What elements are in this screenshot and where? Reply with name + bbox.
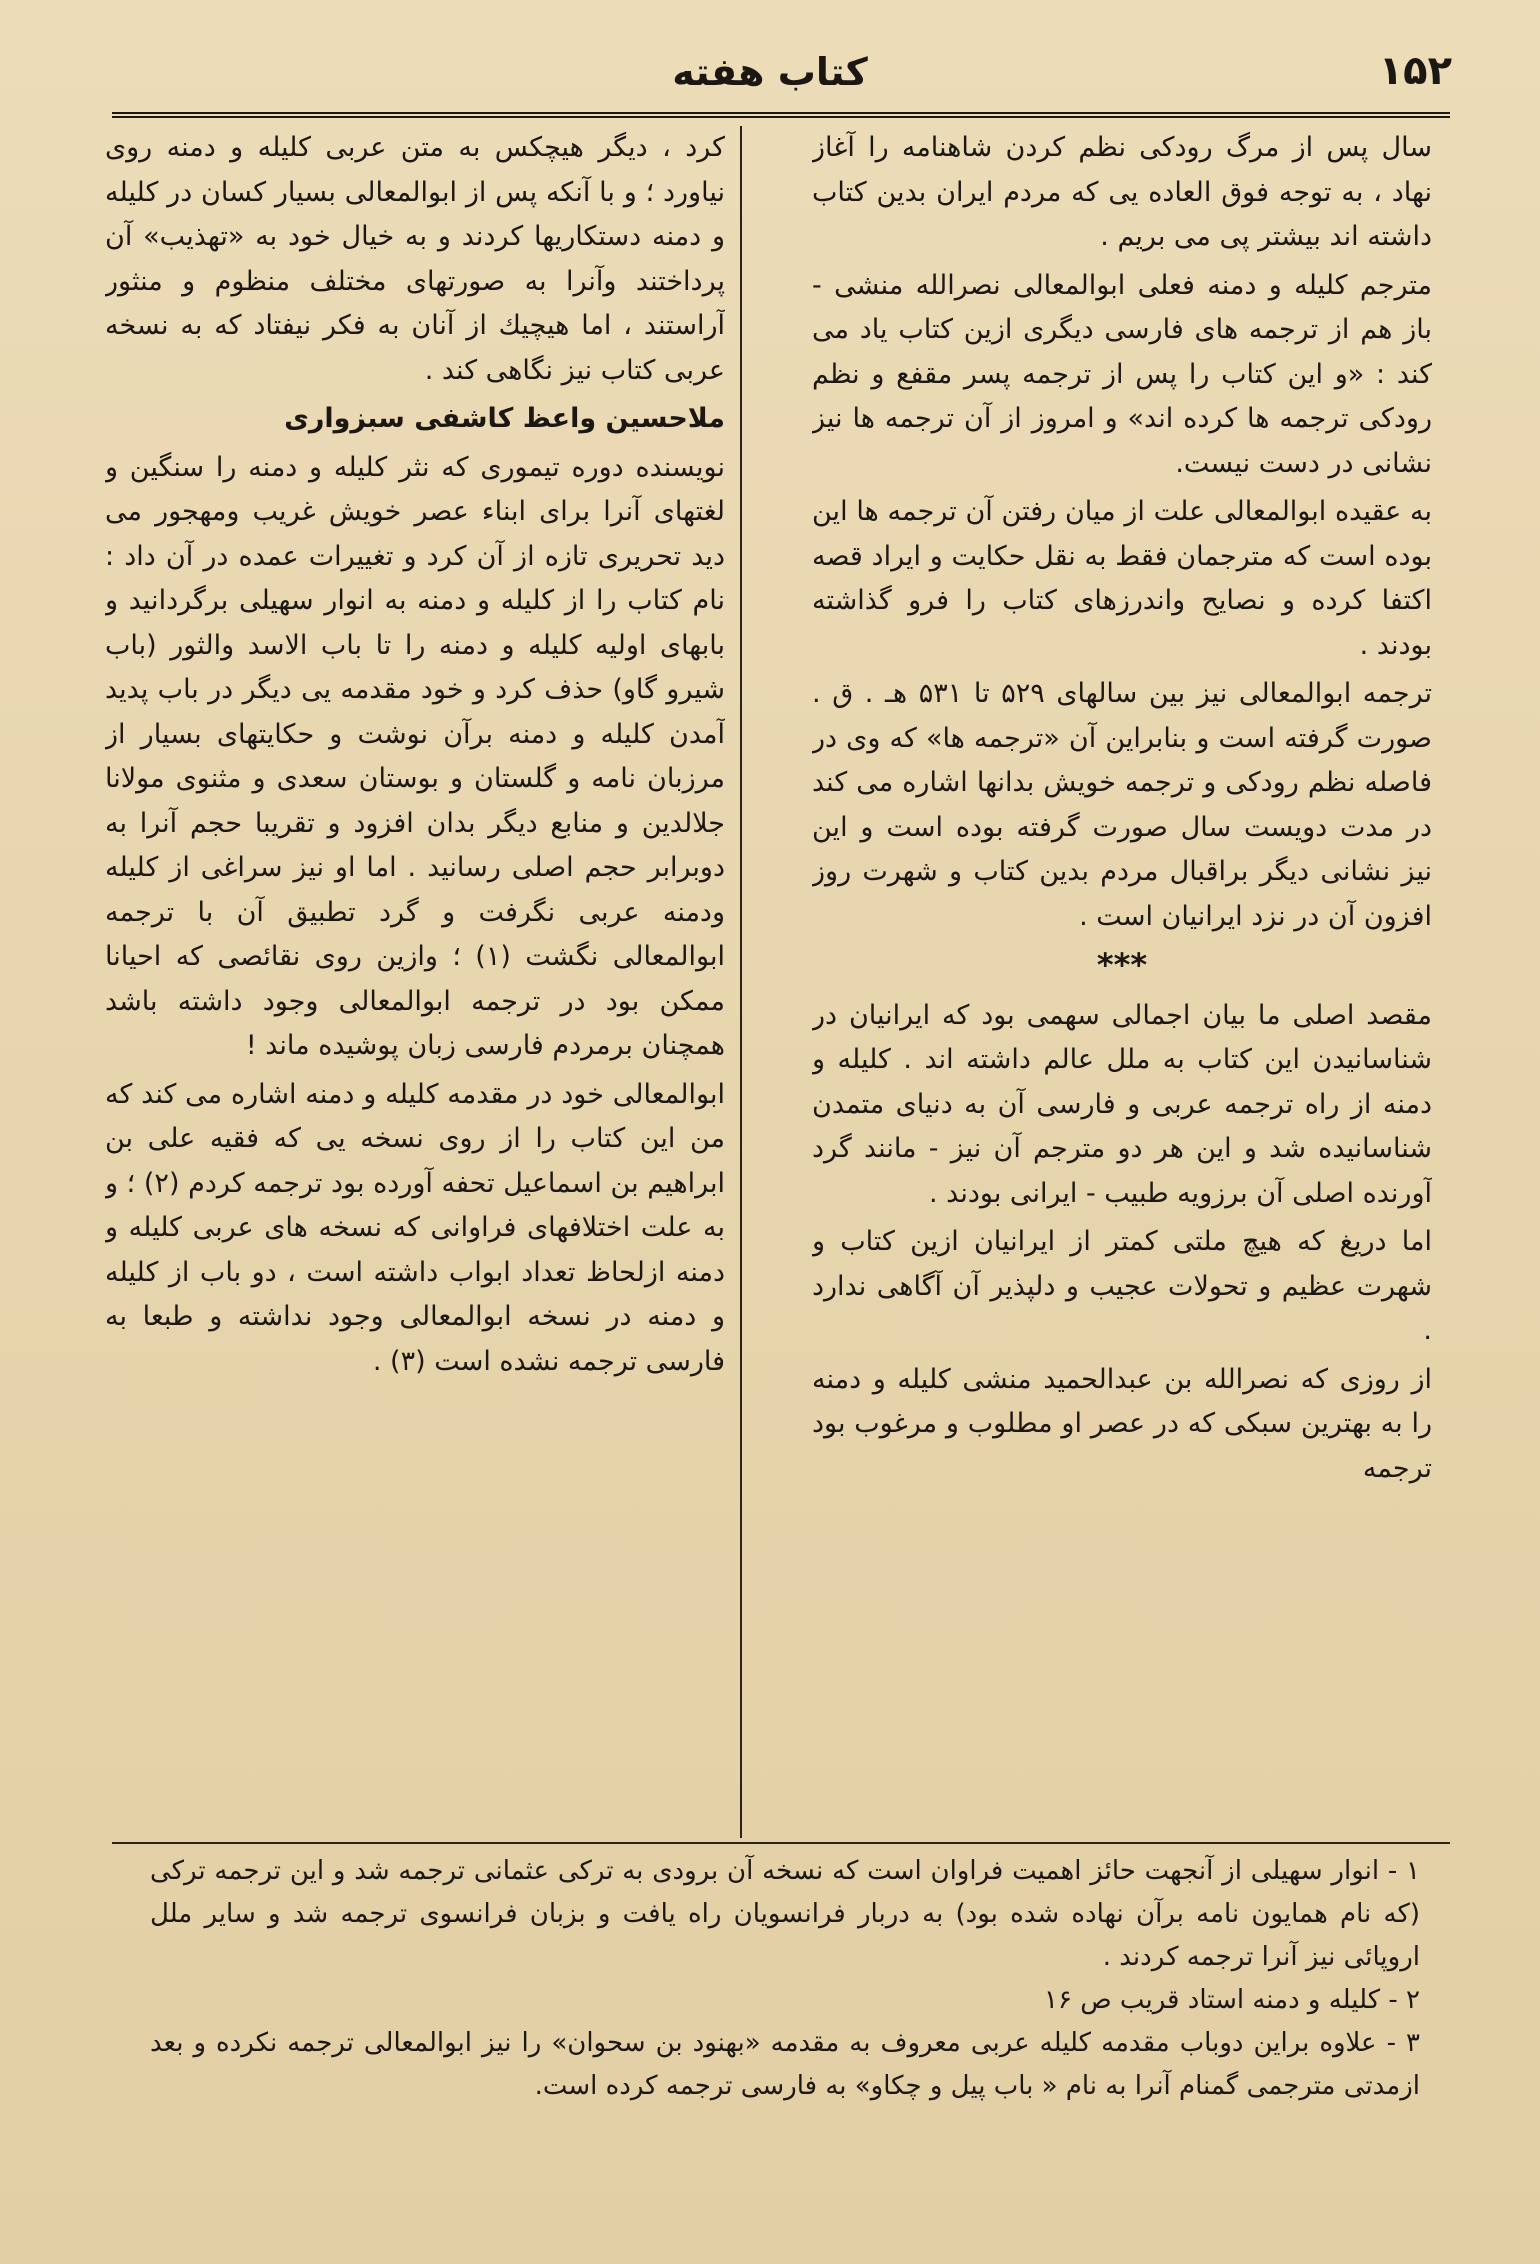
paragraph: مقصد اصلی ما بیان اجمالی سهمی بود که ایرانیان در شناسانیدن این کتاب به ملل عالم داشته اند . کلیله و دمنه از راه ترجمه عربی و فارسی آن به دنیای متمدن شناسانیده شد و این هر دو مترجم آن نیز - مانند گرد آورنده اصلی آن برزویه طبیب - ایرانی بودند . <box>812 999 1432 1209</box>
section-separator: *** <box>1096 946 1148 984</box>
footnote: ۳ - علاوه براین دوباب مقدمه کلیله عربی معروف به مقدمه «بهنود بن سحوان» را نیز ابوالمعالی ترجمه نکرده و بعد ازمدتی مترجمی گمنام آنرا به نام « باب پیل و چکاو» به فارسی ترجمه کرده است. <box>150 2028 1420 2101</box>
footnote: ۲ - کلیله و دمنه استاد قریب ص ۱۶ <box>1044 1985 1420 2015</box>
page-header <box>0 38 1540 108</box>
paragraph: ترجمه ابوالمعالی نیز بین سالهای ۵۲۹ تا ۵۳۱ هـ . ق . صورت گرفته است و بنابراین آن «ترجمه ها» که وی در فاصله نظم رودکی و ترجمه خویش بدانها اشاره می کند در مدت دویست سال صورت گرفته بوده است و این نیز نشانی دیگر براقبال مردم بدین کتاب و شهرت روز افزون آن در نزد ایرانیان است . <box>812 678 1432 932</box>
section-heading: ملاحسین واعظ کاشفی سبزواری <box>284 403 725 434</box>
right-column <box>812 126 1432 1836</box>
footnote-rule <box>112 1842 1450 1844</box>
paragraph: مترجم کلیله و دمنه فعلی ابوالمعالی نصرالله منشی - باز هم از ترجمه های فارسی دیگری ازین کتاب یاد می کند : «و این کتاب را پس از ترجمه پسر مقفع و نظم رودکی ترجمه ها کرده اند» و امروز از آن ترجمه ها نیز نشانی در دست نیست. <box>812 269 1432 479</box>
running-title: کتاب هفته <box>672 50 868 94</box>
page-number: ۱۵۲ <box>1378 48 1452 94</box>
footnote: ۱ - انوار سهیلی از آنجهت حائز اهمیت فراوان است که نسخه آن برودی به ترکی عثمانی ترجمه شد و این ترجمه ترکی (که نام همایون نامه برآن نهاده شده بود) به دربار فرانسویان راه یافت و بزبان فرانسوی ترجمه شد و سایر ملل اروپائی نیز آنرا ترجمه کردند . <box>150 1856 1420 1972</box>
left-column <box>105 126 725 1836</box>
paragraph: کرد ، دیگر هیچکس به متن عربی کلیله و دمنه روی نیاورد ؛ و با آنکه پس از ابوالمعالی بسیار کسان در کلیله و دمنه دستکاریها کردند و به خیال خود به «تهذیب» آن پرداختند وآنرا به صورتهای مختلف منظوم و منثور آراستند ، اما هیچیك از آنان به فکر نیفتاد که به نسخه عربی کتاب نیز نگاهی کند . <box>105 132 725 386</box>
paragraph: سال پس از مرگ رودکی نظم کردن شاهنامه را آغاز نهاد ، به توجه فوق العاده یی که مردم ایران بدین کتاب داشته اند بیشتر پی می بریم . <box>812 132 1432 252</box>
paragraph: اما دریغ که هیچ ملتی کمتر از ایرانیان ازین کتاب و شهرت عظیم و تحولات عجیب و دلپذیر آن آگاهی ندارد . <box>812 1226 1432 1346</box>
column-divider <box>740 126 742 1838</box>
paragraph: ابوالمعالی خود در مقدمه کلیله و دمنه اشاره می کند که من این کتاب را از روی نسخه یی که فقیه علی بن ابراهیم بن اسماعیل تحفه آورده بود ترجمه کردم (۲) ؛ و به علت اختلافهای فراوانی که نسخه های عربی کلیله و دمنه ازلحاظ تعداد ابواب داشته است ، دو باب از کلیله و دمنه در نسخه ابوالمعالی وجود نداشته و طبعا به فارسی ترجمه نشده است (۳) . <box>105 1078 725 1377</box>
header-rule <box>112 112 1450 118</box>
footnotes <box>150 1850 1420 2250</box>
paragraph: نویسنده دوره تیموری که نثر کلیله و دمنه را سنگین و لغتهای آنرا برای ابناء عصر خویش غریب ومهجور می دید تحریری تازه از آن کرد و تغییرات عمده در آن داد : نام کتاب را از کلیله و دمنه به انوار سهیلی برگردانید و بابهای اولیه کلیله و دمنه را تا باب الاسد والثور (باب شیرو گاو) حذف کرد و خود مقدمه یی دیگر در باب پدید آمدن کلیله و دمنه برآن نوشت و حکایتهای بسیار از مرزبان نامه و گلستان و بوستان سعدی و مثنوی مولانا جلالدین و منابع دیگر بدان افزود و تقریبا حجم آنرا به دوبرابر حجم اصلی رسانید . اما او نیز سراغی از کلیله ودمنه عربی نگرفت و گرد تطبیق آن با ترجمه ابوالمعالی نگشت (۱) ؛ وازین روی نقائصی که احیانا ممکن بود در ترجمه ابوالمعالی وجود داشته باشد همچنان برمردم فارسی زبان پوشیده ماند ! <box>105 451 725 1061</box>
paragraph: از روزی که نصرالله بن عبدالحمید منشی کلیله و دمنه را به بهترین سبکی که در عصر او مطلوب و مرغوب بود ترجمه <box>812 1363 1432 1484</box>
paragraph: به عقیده ابوالمعالی علت از میان رفتن آن ترجمه ها این بوده است که مترجمان فقط به نقل حکایت و ایراد قصه اکتفا کرده و نصایح واندرزهای کتاب را فرو گذاشته بودند . <box>812 496 1432 661</box>
